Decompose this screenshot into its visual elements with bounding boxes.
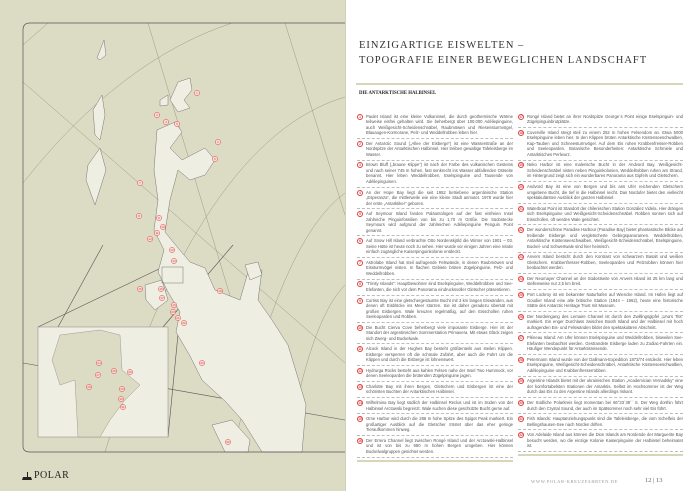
marker-label: 23	[200, 361, 204, 366]
map-marker[interactable]	[96, 360, 101, 365]
entry-number-badge: 25	[519, 293, 523, 298]
location-entry	[357, 323, 513, 345]
entry-number-badge: 27	[519, 336, 523, 341]
location-entry	[518, 355, 683, 377]
map-marker[interactable]	[225, 439, 230, 444]
marker-label: 16	[159, 287, 163, 292]
entry-number-badge: 24	[519, 276, 523, 281]
location-entry	[357, 398, 513, 414]
entry-text: Pléneau Island: Am Ufer können Eselspinguine und Weddellrobben, bisweilen See-Elefanten beobachtet werden. Gestrandete Eisberge laden zu Zodiac-Fahrten ein. Häufiger Wendepunkt für Antarktisreisende.	[527, 335, 683, 352]
entry-number-badge: 14	[358, 401, 362, 406]
location-entry	[518, 312, 683, 334]
map-marker[interactable]	[194, 90, 199, 95]
location-entry	[357, 414, 513, 436]
text-page	[345, 0, 694, 491]
marker-label: 25	[112, 369, 116, 374]
location-entry	[518, 128, 683, 161]
entry-text: Die Bucht Cierva Cove beherbergt viele imposante Eisberge. Hier ist der Standort der argentinischen Sommerstation Primavera. Mit etwas Glück zeigen sich Zwerg- und Buckelwale.	[366, 324, 513, 341]
entry-number-badge: 28	[519, 357, 523, 362]
entry-text: Port Lockroy ist ein bekannter Naturhafen auf Wiencke Island. Im Hafen liegt auf Goudier Island eine alte britische Station (1944 – 1962), heute eine historische Stätte des Antarctic Heritage Trust mit Museum.	[527, 292, 683, 309]
map-marker[interactable]	[181, 320, 186, 325]
map-marker[interactable]	[158, 286, 163, 291]
entry-number-badge: 15	[358, 417, 362, 422]
entry-text: Hydrurga Rocks besteht aus kahlen Felsen nahe der Insel Two Hummock, vor denen Seeleoparden die brütenden Zügelpinguine jagen.	[366, 367, 513, 379]
entry-number-badge: 8	[357, 281, 363, 287]
entry-text: Curtiss Bay ist eine gletschergesäumte Bucht mit 3 km langen Eiswänden, aus denen oft Eisblöcke ins Meer stürzen. Sie ist daher geradezu übersät mit großen Eisbergen. Wale kreuzen regelmäßig, auf den Eisschollen ruhen Seeleoparden und Robben.	[366, 297, 513, 320]
entry-text: “Trinity Islands”: Hauptbewohner sind Eselspinguine, Weddellrobben und See-Elefanten, die sich vor dem Panorama eindrucksvoller Gletscher präsentieren.	[366, 281, 513, 292]
location-entry	[357, 112, 513, 139]
ship-logo-icon	[22, 471, 32, 481]
entry-number-badge: 2	[357, 141, 363, 147]
entry-text: Cuverville Island steigt steil zu einem 252 m hohen Felsendom an. Etwa 5000 Eselspinguine leben hier. In den Klippen brüten Antarktische Küstenseeschwalben, Kap-Tauben und Schneesturmvögel. Auf dem Eis ruhen Krabbenfresser-Robben und Seeleoparden. Botanische Besonderheiten: Antarktische Schmiele und Antarktisches Perlwurz.	[527, 129, 683, 157]
entry-number-badge: 30	[519, 401, 523, 406]
marker-label: 14	[172, 259, 176, 264]
location-entry	[518, 377, 683, 399]
entry-number-badge: 17	[519, 114, 523, 119]
map-marker[interactable]	[137, 180, 142, 185]
map-marker[interactable]	[174, 121, 179, 126]
location-entry	[518, 414, 683, 430]
location-entry	[518, 161, 683, 183]
location-entry	[357, 236, 513, 258]
entry-number-badge: 16	[358, 438, 362, 443]
entry-number-badge: 23	[519, 255, 523, 260]
map-marker[interactable]	[127, 369, 132, 374]
entry-number-badge: 19	[519, 163, 523, 168]
map-marker[interactable]	[154, 230, 159, 235]
entry-text: Alcock Island in der Hughes Bay besteht größtenteils aus steilen Klippen. Eisberge versperren oft die schmale Zufahrt, aber auch die Fahrt um die Klippen und durch die Eisberge ist lohnenswert.	[366, 346, 513, 363]
marker-label: 9	[158, 216, 160, 221]
entry-number-badge: 6	[357, 238, 363, 244]
marker-label: 4	[165, 120, 167, 125]
entry-text: Der Neumayer Channel an der Südostseite von Anvers Island ist 25 km lang und stellenweise nur 2,5 km breit.	[527, 275, 683, 287]
marker-label: 27	[96, 373, 100, 378]
map-marker[interactable]	[175, 315, 180, 320]
map-marker[interactable]	[160, 224, 165, 229]
entry-number-badge: 21	[519, 206, 523, 211]
entry-text: Astrolabe Island hat steil aufragende Felswände, in denen Raubmöwen und Eissturmvögel nisten. In flachen Gebiete brüten Zügelpinguine, Pelz- und Weddellrobben.	[366, 259, 513, 276]
entry-number-badge: 10	[358, 325, 362, 330]
marker-label: 7	[139, 181, 141, 186]
entry-text: Petermann Island wurde von der Dallmann-Expedition 1873/74 entdeckt. Hier leben Eselspinguine, Weißgesicht-Scheidenschnäbel, Antarktische Küstenseeschwalben, Adéliepinguine und Krabbenfresserrobben.	[527, 356, 683, 373]
entry-number-badge: 20	[519, 185, 523, 190]
location-entry	[518, 274, 683, 290]
section-heading: DIE ANTARKTISCHE HALBINSEL	[359, 91, 437, 96]
marker-label: 12	[148, 237, 152, 242]
marker-label: 1	[196, 91, 198, 96]
entry-number-badge: 11	[358, 347, 362, 352]
marker-label: 2	[217, 140, 219, 145]
title-line-1: EINZIGARTIGE EISWELTEN –	[359, 40, 525, 51]
entry-text: Von Adelaide Island aus können die Dion Islands am Nordende der Marguerite Bay besucht werden, wo die einzige Kolonie Kaiserpinguine der Halbinsel beheimatet ist.	[527, 432, 683, 449]
marker-label: 13	[170, 248, 174, 253]
entry-text: An der Hope Bay liegt die seit 1952 betriebene argentinische Station „Esperanza“, die mittlerweile wie eine kleine Stadt anmutet. 1978 wurde hier der erste „Antarktiker“ geboren.	[366, 189, 513, 206]
location-entry	[357, 382, 513, 398]
location-entry	[518, 430, 683, 452]
marker-label: 17	[160, 296, 164, 301]
marker-label: 32	[226, 440, 230, 445]
entry-number-badge: 22	[519, 228, 523, 233]
map-marker[interactable]	[215, 139, 220, 144]
entry-text: Waterboat Point ist Standort der chilenischen Station González Videla. Hier drängen sich Eselspinguine und Weißgesicht-Scheidenschnäbel. Robben sonnen sich auf Eisschollen, oft werden Wale gesichtet.	[527, 205, 683, 222]
map-marker[interactable]	[111, 368, 116, 373]
location-entry	[357, 280, 513, 296]
entry-number-badge: 5	[357, 211, 363, 217]
entry-number-badge: 29	[519, 379, 523, 384]
marker-label: 31	[121, 405, 125, 410]
marker-label: 30	[119, 397, 123, 402]
marker-label: 8	[138, 214, 140, 219]
marker-label: 29	[120, 387, 124, 392]
entry-text: Rongé Island bietet an ihrer Nordspitze George´s Point einige Eselspinguin- und Zügelpinguinbrutplätze.	[527, 113, 683, 125]
map-marker[interactable]	[169, 247, 174, 252]
logo-text: POLAR	[34, 470, 70, 481]
entry-text: Wilhelmina Bay liegt südlich der Halbinsel Reclus und ist im Süden von der Halbinsel Arctowski begrenzt. Wale suchen diese geschützte Bucht gerne auf.	[366, 400, 513, 411]
column-end-rule	[518, 454, 683, 456]
location-entry	[357, 188, 513, 210]
map-marker[interactable]	[118, 396, 123, 401]
page-numbers: 12 | 13	[645, 477, 663, 484]
marker-label: 3	[156, 113, 158, 118]
location-entry	[518, 253, 683, 275]
location-entry	[357, 258, 513, 280]
location-entry	[518, 112, 683, 128]
location-entry	[357, 139, 513, 161]
marker-label: 21	[176, 316, 180, 321]
map-marker[interactable]	[159, 295, 164, 300]
right-column	[518, 112, 683, 456]
marker-label: 22	[182, 321, 186, 326]
entry-number-badge: 7	[357, 260, 363, 266]
map-marker[interactable]	[120, 404, 125, 409]
location-entry	[357, 161, 513, 188]
footer-url[interactable]: WWW.POLAR-KREUZFAHRTEN.DE	[531, 479, 618, 484]
location-entry	[518, 182, 683, 204]
location-entry	[518, 290, 683, 312]
location-entry	[357, 344, 513, 366]
map-marker[interactable]	[163, 119, 168, 124]
marker-label: 26	[128, 370, 132, 375]
map-marker[interactable]	[212, 156, 217, 161]
entry-text: Anvers Island besticht durch den Kontrast von schwarzem Basalt und weißen Gletschern. Krabbenfresser-Robben, Seeleoparden und Pelzrobben können hier beobachtet werden.	[527, 254, 683, 271]
map-marker[interactable]	[137, 286, 142, 291]
map-marker[interactable]	[86, 384, 91, 389]
map-marker[interactable]	[217, 288, 222, 293]
location-entry	[357, 366, 513, 382]
map-marker[interactable]	[156, 215, 161, 220]
left-column	[357, 112, 513, 462]
title-line-2: TOPOGRAFIE EINER BEWEGLICHEN LANDSCHAFT	[359, 55, 648, 66]
map-marker[interactable]	[95, 372, 100, 377]
map-marker[interactable]	[136, 213, 141, 218]
map-marker[interactable]	[199, 360, 204, 365]
location-entry	[357, 296, 513, 323]
entry-number-badge: 3	[357, 162, 363, 168]
entry-number-badge: 1	[357, 114, 363, 120]
entry-text: Neko Harbor ist eine malerische Bucht in der Andvord Bay. Weißgesicht-Scheidenschnäbel nisten neben Pinguinkolonien, Weddellrobben ruhen am Strand, im Hintergrund zeigt sich ein wunderbares Panorama aus Gipfeln und Gletschern.	[527, 162, 683, 179]
entry-text: Auf Seymour Island fanden Paläontologen auf der fast eisfreien Insel zahlreiche Pinguinfossilien von bis zu 1,70 m Größe. Die Südostecke Seymours wird aufgrund der zahlreichen Adéliepinguine Penguin Point genannt.	[366, 211, 513, 233]
map-marker[interactable]	[171, 302, 176, 307]
marker-label: 5	[176, 122, 178, 127]
location-entry	[357, 209, 513, 236]
entry-text: Der Südliche Polarkreis liegt momentan bei 66°33´39´´ S. Der Weg dorthin führt durch den Crystal Sound, der auch im Spätsommer noch sehr viel Eis führt.	[527, 400, 683, 411]
marker-label: 24	[97, 361, 101, 366]
entry-number-badge: 13	[358, 384, 362, 389]
entry-number-badge: 18	[519, 130, 523, 135]
map-marker[interactable]	[154, 112, 159, 117]
entry-number-badge: 9	[357, 298, 363, 304]
column-end-rule	[357, 460, 513, 462]
entry-text: Der wunderschöne Paradise Harbour (Paradise Bay) bietet phantastische Blicke auf treibende Eisberge und vergletscherte Gebirgspanoramen. Weddellrobben, Antarktische Küstenseeschwalben, Weißgesicht-Scheidenschnäbel, Eselspinguine, Buckel- und Schwertwale sind hier heimisch.	[527, 227, 683, 249]
entry-text: Fish Islands: Hauptanziehungspunkt sind die Tafeleisberge, die vom Schelfeis der Bellingshausen-See nach Norden driften.	[527, 416, 683, 427]
entry-number-badge: 4	[357, 190, 363, 196]
marker-label: 19	[172, 303, 176, 308]
entry-number-badge: 32	[519, 433, 523, 438]
marker-label: 11	[155, 231, 159, 236]
entry-text: Argentine Islands bietet mit der ukrainischen Station „Academician Vernadsky“ eine der komfortabelsten Stationen der Antarktis. Selbst im Hochsommer ist der Weg durch das Eis zu den Argentine Islands allerdings riskant.	[527, 378, 683, 395]
entry-text: Der Nordeingang des Lemaire Channel ist durch den Zwillingsgipfel „Una's Tits“ markiert. Ein enger Durchlass zwischen Booth Island und der Halbinsel mit hoch aufragenden Eis- und Felswänden bildet den spektakulären Abschnitt.	[527, 313, 683, 330]
map-marker[interactable]	[119, 386, 124, 391]
marker-label: 15	[138, 287, 142, 292]
map-page	[0, 0, 345, 491]
map-marker[interactable]	[170, 309, 175, 314]
entry-number-badge: 31	[519, 417, 523, 422]
marker-label: 10	[161, 225, 165, 230]
entry-text: Paulet Island ist eine kleine Vulkaninsel, die durch geothermische Wärme teilweise eisfrei gehalten wird. Sie beherbergt über 100.000 Adéliepinguine, auch Weißgesicht-Scheidenschnäbel, Raubmöwen und Riesensturmvögel, Blauaugen-Kormorane, Pelz- und Weddellrobben leben hier.	[366, 113, 513, 136]
map-marker[interactable]	[147, 236, 152, 241]
entry-text: Der Errera Channel liegt zwischen Rongé Island und der Arctowski-Halbinsel und ist von bis zu 980 m hohen Bergen umgeben. Hier können Buckelwalgruppen gesichtet werden.	[366, 437, 513, 454]
entry-text: Orne Harbor wird durch die 286 m hohe Spitze des Spigot Peak markiert. Ein großartiger Ausblick auf die Gletscher tröstet über das eher geringe Tieraufkommen hinweg.	[366, 416, 513, 433]
title-rule	[356, 83, 683, 85]
entry-text: Brown Bluff („braune Klippe“) ist nach der Farbe des vulkanischen Gesteins und nach seiner 745 m hohen, fast senkrecht ins Wasser abfallenden Ostseite benannt. Hier leben Weddellrobben, Eselspinguine und Tausende von Adéliepinguinen.	[366, 162, 513, 184]
entry-text: Der Antarctic Sound („Allee der Eisberge“) ist eine Wasserstraße an der Nordspitze der Antarktischen Halbinsel. Hier treiben gewaltige Tafeleisberge im Wasser.	[366, 140, 513, 157]
entry-number-badge: 26	[519, 314, 523, 319]
marker-label: 28	[87, 385, 91, 390]
location-entry	[518, 204, 683, 226]
entry-number-badge: 12	[358, 368, 362, 373]
antarctic-peninsula-map	[0, 0, 345, 491]
entry-text: Auf Snow Hill Island verbrachte Otto Nordenskjöld die Winter von 1901 – 03. Seine Hütte ist heute noch zu sehen. Hier wurde vor einigen Jahren eine relativ einfach zugängliche Kaiserpinguinkolonie entdeckt.	[366, 238, 513, 255]
location-entry	[518, 333, 683, 355]
marker-label: 20	[171, 310, 175, 315]
polar-logo	[22, 470, 69, 481]
location-entry	[357, 436, 513, 458]
map-marker[interactable]	[171, 258, 176, 263]
marker-label: 18	[218, 289, 222, 294]
marker-label: 6	[214, 157, 216, 162]
entry-text: Charlotte Bay mit ihren Bergen, Gletschern und Eisbergen ist eine der schönsten Buchten der Antarktischen Halbinsel.	[366, 383, 513, 395]
location-entry	[518, 225, 683, 252]
page-title	[359, 38, 647, 68]
entry-text: Andvord Bay ist eine von Bergen und bis ans Ufer reichenden Gletschern umgebene Bucht, die tief in die Halbinsel reicht. Das Nordufer bietet den vielleicht spektakulärsten Ausblick der ganzen Halbinsel.	[527, 184, 683, 201]
location-entry	[518, 398, 683, 414]
